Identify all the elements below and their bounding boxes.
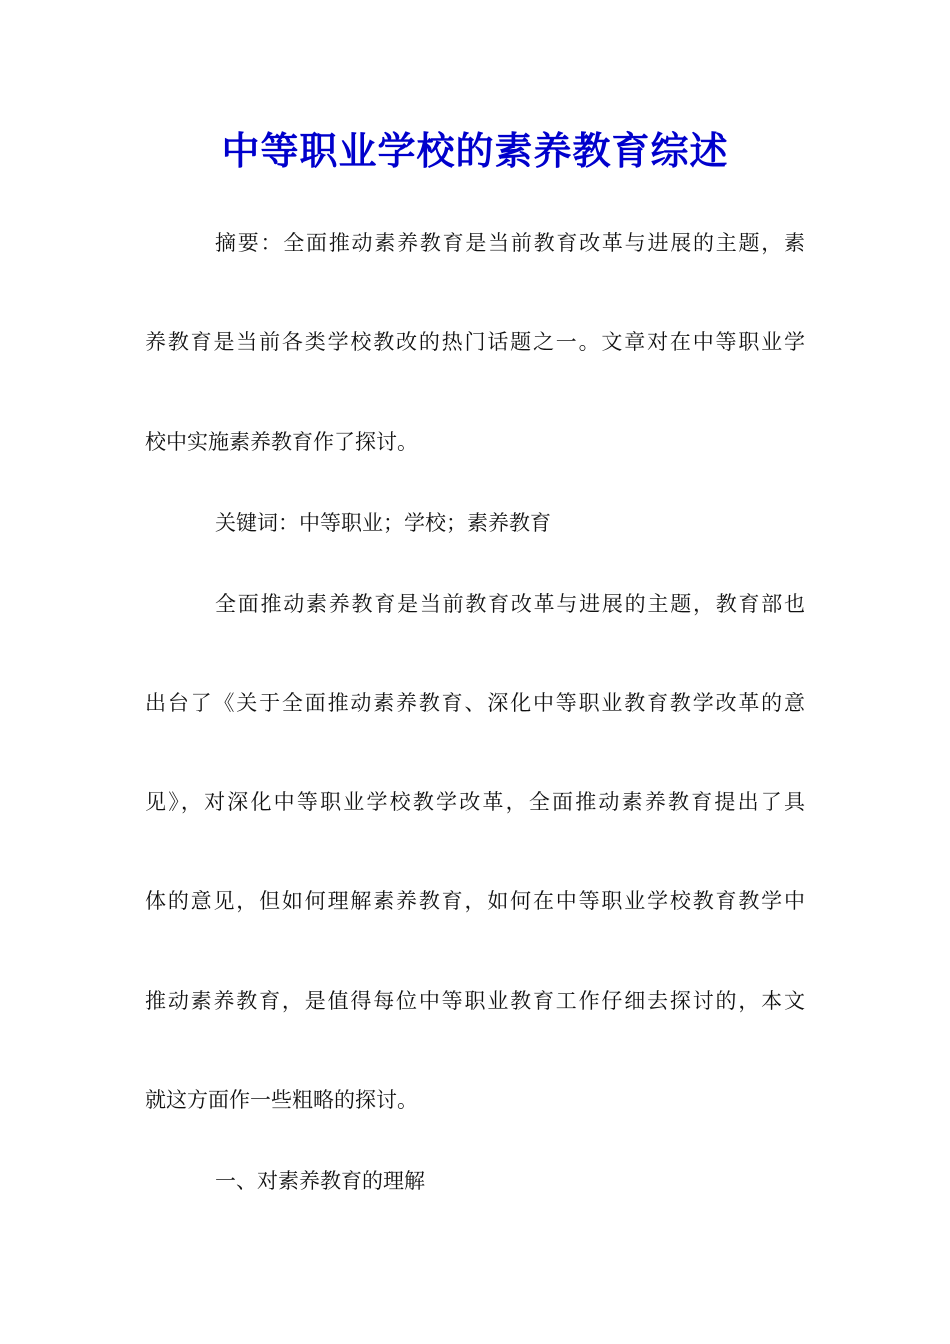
body-line-2: 出台了《关于全面推动素养教育、深化中等职业教育教学改革的意: [145, 691, 805, 715]
section-heading: 一、对素养教育的理解: [215, 1169, 425, 1193]
abstract-line-2: 养教育是当前各类学校教改的热门话题之一。文章对在中等职业学: [145, 330, 805, 354]
body-line-6: 就这方面作一些粗略的探讨。: [145, 1088, 418, 1112]
document-title: 中等职业学校的素养教育综述: [221, 128, 729, 173]
keywords-line: 关键词：中等职业；学校；素养教育: [215, 511, 551, 535]
body-line-1: 全面推动素养教育是当前教育改革与进展的主题，教育部也: [215, 592, 805, 616]
body-line-4: 体的意见，但如何理解素养教育，如何在中等职业学校教育教学中: [145, 889, 805, 913]
abstract-line-3: 校中实施素养教育作了探讨。: [145, 430, 418, 454]
body-line-5: 推动素养教育，是值得每位中等职业教育工作仔细去探讨的，本文: [145, 989, 805, 1013]
body-line-3: 见》，对深化中等职业学校教学改革，全面推动素养教育提出了具: [145, 790, 805, 814]
abstract-line-1: 摘要：全面推动素养教育是当前教育改革与进展的主题，素: [215, 231, 805, 255]
